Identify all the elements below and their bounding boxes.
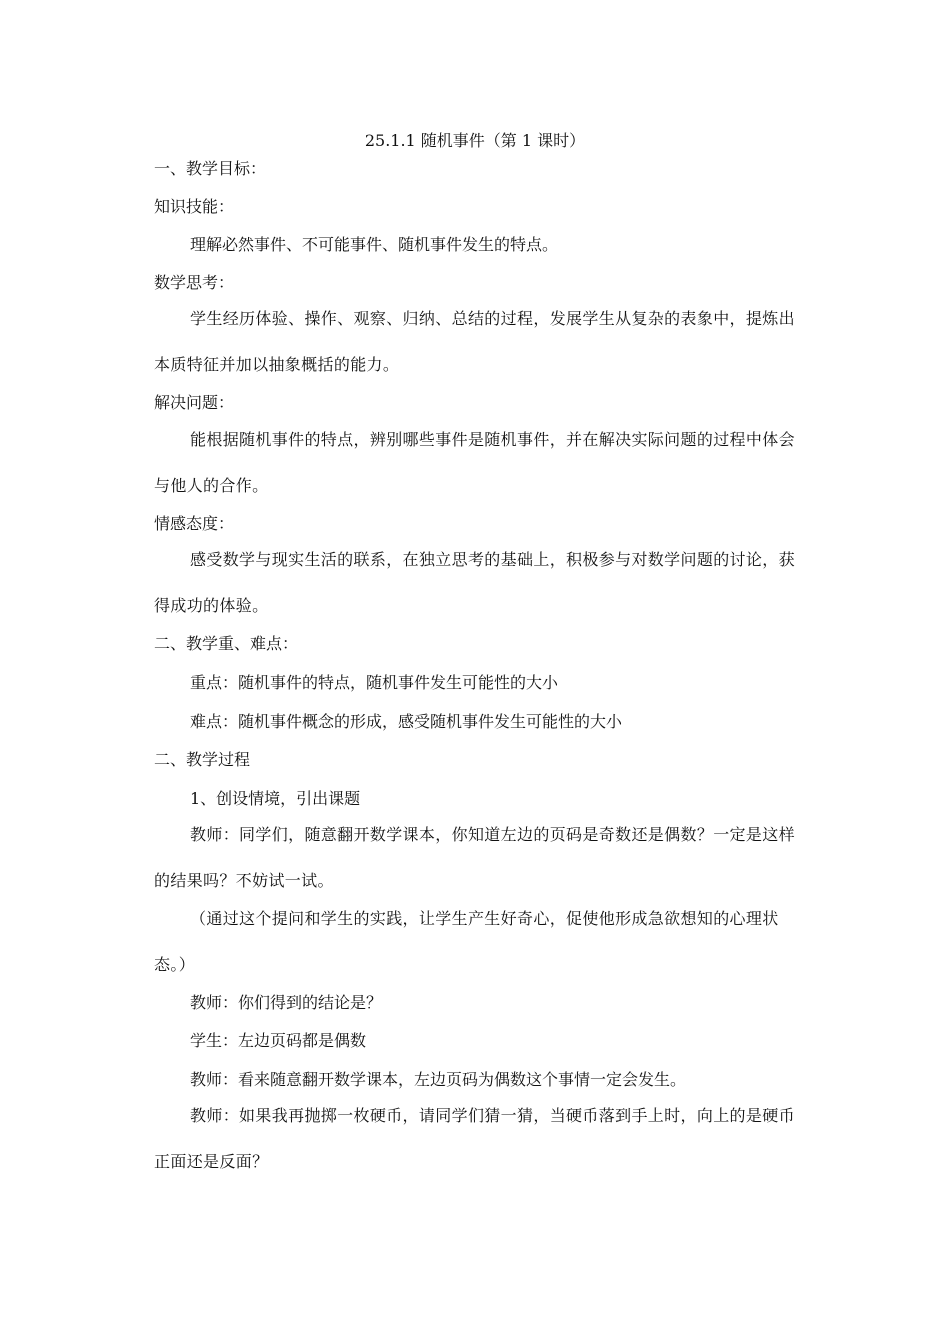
paragraph-teacher-1: 教师：同学们，随意翻开数学课本，你知道左边的页码是奇数还是偶数？一定是这样的结果吗？不妨试一试。	[154, 825, 795, 890]
section-heading-objectives: 一、教学目标：	[154, 159, 267, 178]
label-thinking: 数学思考：	[154, 273, 235, 292]
paragraph-teacher-2: 教师：你们得到的结论是？	[190, 993, 383, 1012]
label-problem: 解决问题：	[154, 393, 235, 412]
section-heading-process: 二、教学过程	[154, 750, 251, 769]
paragraph-teacher-3: 教师：看来随意翻开数学课本，左边页码为偶数这个事情一定会发生。	[190, 1070, 687, 1089]
text-knowledge: 理解必然事件、不可能事件、随机事件发生的特点。	[190, 235, 559, 254]
section-heading-keypoints: 二、教学重、难点：	[154, 634, 299, 653]
text-thinking: 学生经历体验、操作、观察、归纳、总结的过程，发展学生从复杂的表象中，提炼出本质特征并加以抽象概括的能力。	[154, 309, 795, 374]
text-key-point: 重点：随机事件的特点，随机事件发生可能性的大小	[190, 673, 559, 692]
label-attitude: 情感态度：	[154, 514, 235, 533]
label-knowledge: 知识技能：	[154, 197, 235, 216]
text-attitude: 感受数学与现实生活的联系，在独立思考的基础上，积极参与对数学问题的讨论，获得成功的体验。	[154, 550, 795, 615]
paragraph-note: （通过这个提问和学生的实践，让学生产生好奇心，促使他形成急欲想知的心理状态。）	[154, 909, 779, 974]
text-step1: 1、创设情境，引出课题	[190, 789, 361, 808]
text-problem: 能根据随机事件的特点，辨别哪些事件是随机事件，并在解决实际问题的过程中体会与他人的合作。	[154, 430, 795, 495]
document-title: 25.1.1 随机事件（第 1 课时）	[364, 131, 586, 150]
paragraph-teacher-4: 教师：如果我再抛掷一枚硬币，请同学们猜一猜，当硬币落到手上时，向上的是硬币正面还是反面？	[154, 1106, 795, 1171]
paragraph-student: 学生：左边页码都是偶数	[190, 1031, 367, 1050]
text-difficulty: 难点：随机事件概念的形成，感受随机事件发生可能性的大小	[190, 712, 623, 731]
